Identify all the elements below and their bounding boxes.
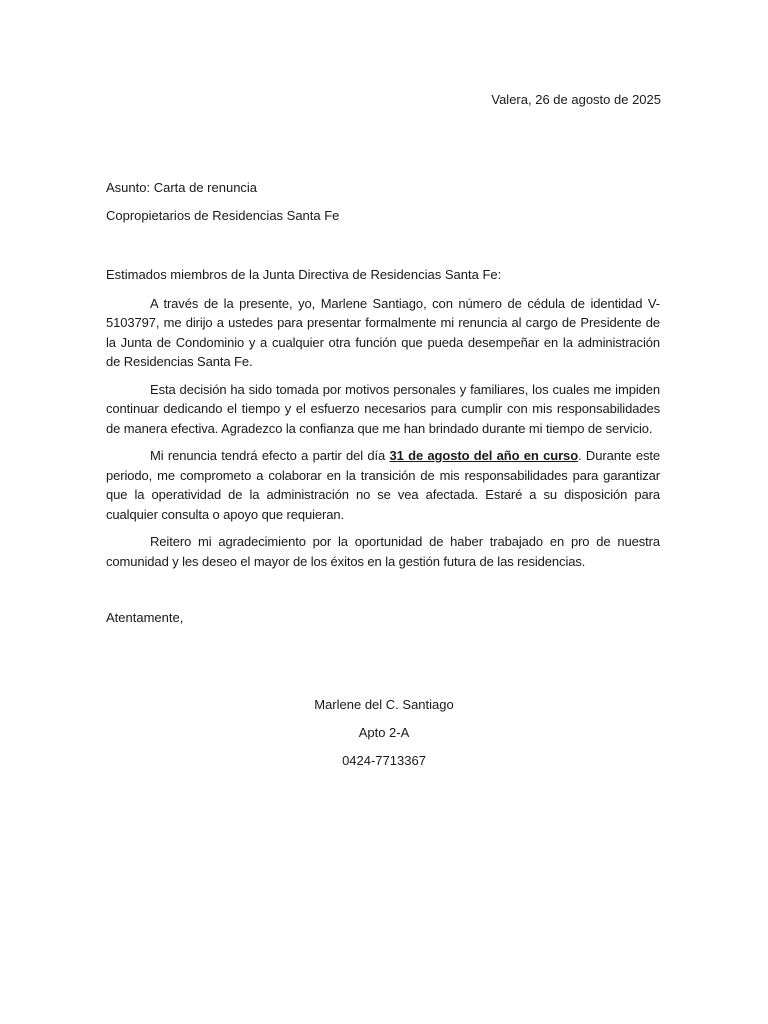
salutation: Estimados miembros de la Junta Directiva de Residencias Santa Fe: bbox=[106, 267, 502, 282]
paragraph-2: Esta decisión ha sido tomada por motivos personales y familiares, los cuales me impiden continuar dedicando el tiempo y el esfuerzo necesarios para cumplir con mis responsabilidades de manera efectiva. Agradezco la confianza que me han brindado durante mi tiempo de servicio. bbox=[106, 381, 660, 436]
paragraph-3-start: Mi renuncia tendrá efecto a partir del día bbox=[150, 448, 390, 463]
signature-name: Marlene del C. Santiago bbox=[314, 697, 454, 712]
effective-date-emphasis: 31 de agosto del año en curso bbox=[389, 448, 579, 463]
paragraph-1: A través de la presente, yo, Marlene Santiago, con número de cédula de identidad V-5103797, me dirijo a ustedes para presentar formalmente mi renuncia al cargo de Presidente de la Junta de Condominio y a cualquier otra función que pueda desempeñar en la administración de Residencias Santa Fe. bbox=[106, 295, 660, 369]
date-line: Valera, 26 de agosto de 2025 bbox=[491, 92, 661, 107]
subject-line: Asunto: Carta de renuncia bbox=[106, 180, 258, 195]
signature-phone: 0424-7713367 bbox=[342, 753, 426, 768]
letter-body bbox=[106, 265, 660, 579]
paragraph-4: Reitero mi agradecimiento por la oportunidad de haber trabajado en pro de nuestra comunidad y les deseo el mayor de los éxitos en la gestión futura de las residencias. bbox=[106, 534, 660, 569]
signature-block bbox=[234, 695, 534, 779]
signature-apartment: Apto 2-A bbox=[358, 725, 410, 740]
closing: Atentamente, bbox=[106, 610, 184, 625]
paragraph-3-end: . Durante este periodo, me comprometo a colaborar en la transición de mis responsabilidades para garantizar que la operatividad de la administración no se vea afectada. Estaré a su disposición para cualquier consulta o apoyo que requieran. bbox=[106, 448, 660, 522]
recipient-line: Copropietarios de Residencias Santa Fe bbox=[106, 208, 340, 223]
paragraph-3 bbox=[106, 446, 660, 524]
